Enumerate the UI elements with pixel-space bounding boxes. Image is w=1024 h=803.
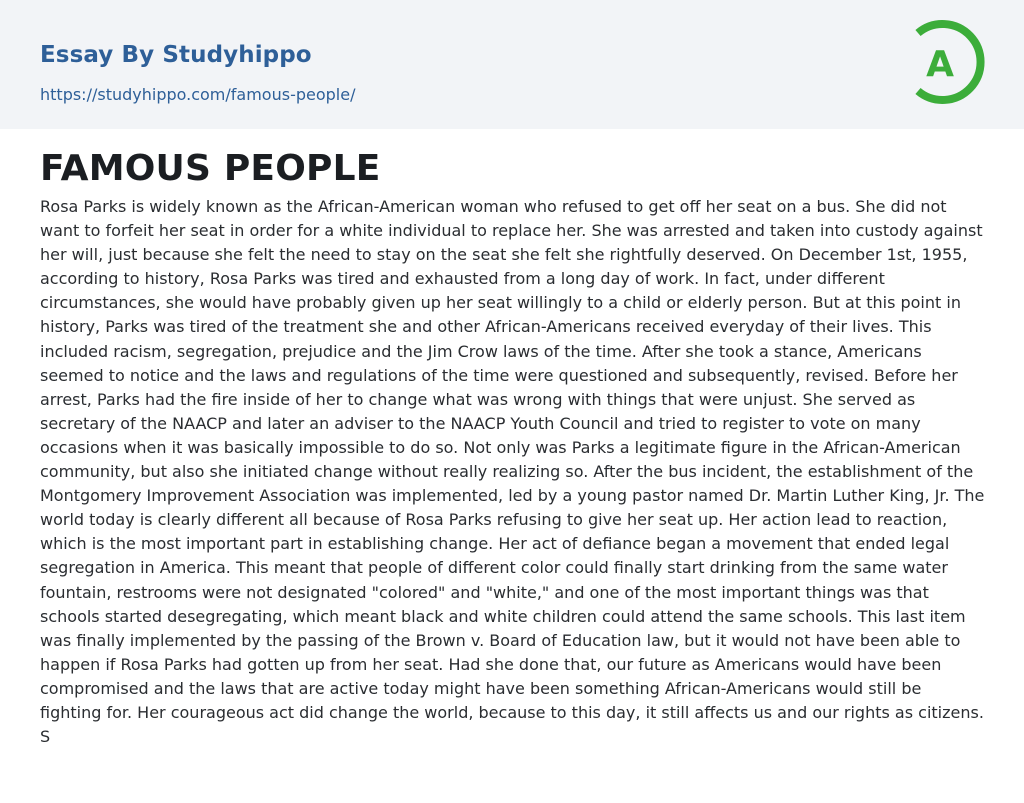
logo-letter: A xyxy=(926,44,954,85)
page-url[interactable]: https://studyhippo.com/famous-people/ xyxy=(40,85,356,104)
logo-ring-icon xyxy=(910,18,988,106)
page-title: FAMOUS PEOPLE xyxy=(40,148,381,189)
brand-name[interactable]: Essay By Studyhippo xyxy=(40,42,312,68)
article xyxy=(0,147,1024,749)
studyhippo-logo-icon[interactable] xyxy=(910,18,988,106)
essay-body: Rosa Parks is widely known as the African-American woman who refused to get off her seat on a bus. She did not want to forfeit her seat in order for a white individual to replace her. She was arrested and taken into custody against her will, just because she felt the need to stay on the seat she felt she rightfully deserved. On December 1st, 1955, according to history, Rosa Parks was tired and exhausted from a long day of work. In fact, under different circumstances, she would have probably given up her seat willingly to a child or elderly person. But at this point in history, Parks was tired of the treatment she and other African-Americans received everyday of their lives. This included racism, segregation, prejudice and the Jim Crow laws of the time. After she took a stance, Americans seemed to notice and the laws and regulations of the time were questioned and subsequently, revised. Before her arrest, Parks had the fire inside of her to change what was wrong with things that were unjust. She served as secretary of the NAACP and later an adviser to the NAACP Youth Council and tried to register to vote on many occasions when it was basically impossible to do so. Not only was Parks a legitimate figure in the African-American community, but also she initiated change without really realizing so. After the bus incident, the establishment of the Montgomery Improvement Association was implemented, led by a young pastor named Dr. Martin Luther King, Jr. The world today is clearly different all because of Rosa Parks refusing to give her seat up. Her action lead to reaction, which is the most important part in establishing change. Her act of defiance began a movement that ended legal segregation in America. This meant that people of different color could finally start drinking from the same water fountain, restrooms were not designated "colored" and "white," and one of the most important things was that schools started desegregating, which meant black and white children could attend the same schools. This last item was finally implemented by the passing of the Brown v. Board of Education law, but it would not have been able to happen if Rosa Parks had gotten up from her seat. Had she done that, our future as Americans would have been compromised and the laws that are active today might have been something African-Americans would still be fighting for. Her courageous act did change the world, because to this day, it still affects us and our rights as citizens. S xyxy=(40,197,985,747)
site-header xyxy=(0,0,1024,129)
